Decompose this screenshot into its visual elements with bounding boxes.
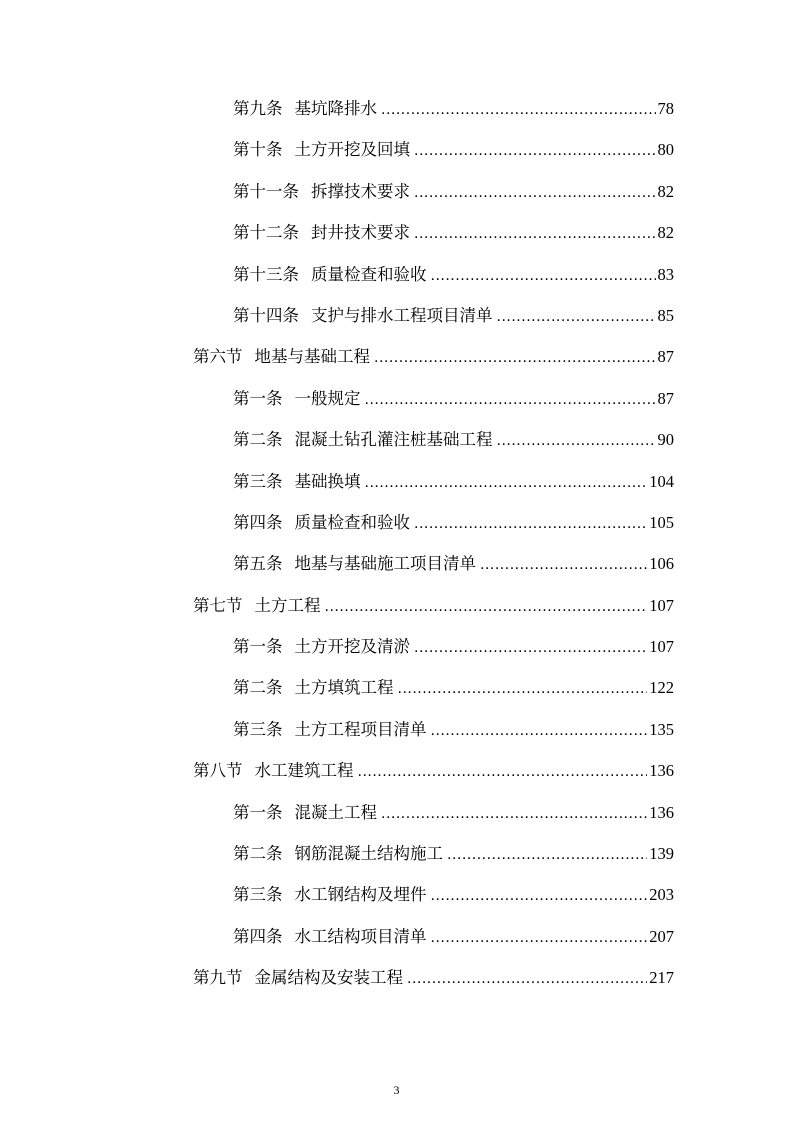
toc-article-entry[interactable] xyxy=(0,213,793,254)
toc-entry-number: 第七节 xyxy=(193,595,243,615)
toc-dot-leader xyxy=(497,421,656,462)
toc-entry-title: 金属结构及安装工程 xyxy=(254,968,403,988)
toc-entry-line xyxy=(233,667,674,710)
toc-dot-leader xyxy=(431,876,648,917)
toc-entry-page-number: 83 xyxy=(657,264,674,284)
toc-entry-number: 第六节 xyxy=(193,347,243,367)
toc-dot-leader xyxy=(381,90,656,131)
toc-dot-leader xyxy=(398,669,648,710)
toc-entry-page-number: 217 xyxy=(649,968,674,988)
table-of-contents xyxy=(0,89,793,1000)
toc-section-entry[interactable] xyxy=(0,751,793,792)
toc-entry-line xyxy=(233,543,674,586)
toc-entry-page-number: 136 xyxy=(649,761,674,781)
toc-entry-number: 第九条 xyxy=(233,99,283,118)
toc-entry-number: 第九节 xyxy=(193,968,243,988)
toc-dot-leader xyxy=(381,794,647,835)
toc-entry-page-number: 135 xyxy=(649,719,674,739)
toc-article-entry[interactable] xyxy=(0,420,793,461)
toc-entry-number: 第三条 xyxy=(233,719,283,739)
toc-entry-line xyxy=(193,585,674,628)
toc-entry-number: 第一条 xyxy=(233,637,283,657)
toc-entry-page-number: 104 xyxy=(649,471,674,491)
toc-dot-leader xyxy=(414,504,647,545)
toc-entry-line xyxy=(233,419,674,462)
toc-entry-title: 水工钢结构及埋件 xyxy=(294,885,427,905)
toc-article-entry[interactable] xyxy=(0,917,793,958)
toc-entry-title: 钢筋混凝土结构施工 xyxy=(294,844,443,864)
toc-entry-title: 土方开挖及清淤 xyxy=(294,637,410,657)
toc-article-entry[interactable] xyxy=(0,172,793,213)
toc-dot-leader xyxy=(407,959,647,1000)
toc-section-entry[interactable] xyxy=(0,586,793,627)
toc-entry-page-number: 105 xyxy=(649,512,674,532)
toc-entry-number: 第二条 xyxy=(233,430,283,450)
toc-entry-number: 第二条 xyxy=(233,844,283,864)
toc-dot-leader xyxy=(374,338,656,379)
toc-entry-page-number: 122 xyxy=(649,678,674,698)
toc-entry-title: 质量检查和验收 xyxy=(294,512,410,532)
toc-entry-title: 一般规定 xyxy=(294,388,361,408)
toc-dot-leader xyxy=(414,173,656,214)
toc-entry-number: 第十二条 xyxy=(233,223,299,243)
toc-entry-page-number: 78 xyxy=(657,99,674,118)
toc-entry-page-number: 107 xyxy=(649,595,674,615)
toc-dot-leader xyxy=(414,628,647,669)
toc-entry-line xyxy=(193,750,674,793)
toc-dot-leader xyxy=(431,256,656,297)
toc-entry-page-number: 85 xyxy=(657,305,674,325)
toc-entry-title: 土方开挖及回填 xyxy=(294,140,410,160)
toc-dot-leader xyxy=(480,545,647,586)
toc-entry-number: 第八节 xyxy=(193,761,243,781)
toc-article-entry[interactable] xyxy=(0,89,793,130)
toc-dot-leader xyxy=(358,752,648,793)
toc-dot-leader xyxy=(414,131,656,172)
toc-dot-leader xyxy=(431,711,648,752)
toc-dot-leader xyxy=(365,380,656,421)
toc-article-entry[interactable] xyxy=(0,130,793,171)
toc-entry-title: 基坑降排水 xyxy=(294,99,377,118)
toc-entry-number: 第十四条 xyxy=(233,305,299,325)
toc-entry-page-number: 136 xyxy=(649,802,674,822)
toc-entry-title: 水工建筑工程 xyxy=(254,761,354,781)
toc-entry-page-number: 107 xyxy=(649,637,674,657)
toc-article-entry[interactable] xyxy=(0,834,793,875)
toc-entry-line xyxy=(233,129,674,172)
toc-entry-title: 水工结构项目清单 xyxy=(294,926,427,946)
toc-article-entry[interactable] xyxy=(0,875,793,916)
toc-entry-number: 第一条 xyxy=(233,802,283,822)
toc-entry-number: 第一条 xyxy=(233,388,283,408)
toc-entry-number: 第十三条 xyxy=(233,264,299,284)
toc-entry-page-number: 82 xyxy=(657,223,674,243)
toc-entry-number: 第三条 xyxy=(233,885,283,905)
toc-entry-number: 第三条 xyxy=(233,471,283,491)
page-number: 3 xyxy=(393,1083,400,1097)
toc-entry-number: 第五条 xyxy=(233,554,283,574)
toc-entry-line xyxy=(233,171,674,214)
toc-entry-title: 混凝土钻孔灌注桩基础工程 xyxy=(294,430,493,450)
toc-entry-title: 封井技术要求 xyxy=(311,223,410,243)
toc-article-entry[interactable] xyxy=(0,296,793,337)
toc-entry-title: 拆撑技术要求 xyxy=(311,181,410,201)
toc-entry-title: 支护与排水工程项目清单 xyxy=(311,305,493,325)
toc-article-entry[interactable] xyxy=(0,255,793,296)
toc-list xyxy=(0,89,793,1000)
toc-entry-title: 地基与基础工程 xyxy=(254,347,370,367)
toc-entry-page-number: 139 xyxy=(649,844,674,864)
toc-entry-title: 混凝土工程 xyxy=(294,802,377,822)
toc-article-entry[interactable] xyxy=(0,503,793,544)
toc-entry-line xyxy=(233,378,674,421)
toc-article-entry[interactable] xyxy=(0,379,793,420)
toc-entry-title: 土方工程项目清单 xyxy=(294,719,427,739)
toc-article-entry[interactable] xyxy=(0,462,793,503)
toc-entry-page-number: 87 xyxy=(657,347,674,367)
toc-entry-number: 第十一条 xyxy=(233,181,299,201)
toc-entry-line xyxy=(233,792,674,835)
toc-entry-line xyxy=(233,461,674,504)
toc-entry-line xyxy=(233,212,674,255)
toc-entry-line xyxy=(233,874,674,917)
toc-article-entry[interactable] xyxy=(0,793,793,834)
toc-article-entry[interactable] xyxy=(0,627,793,668)
toc-article-entry[interactable] xyxy=(0,710,793,751)
toc-dot-leader xyxy=(447,835,647,876)
toc-section-entry[interactable] xyxy=(0,958,793,999)
toc-entry-page-number: 207 xyxy=(649,926,674,946)
toc-entry-number: 第二条 xyxy=(233,678,283,698)
toc-entry-line xyxy=(233,502,674,545)
toc-entry-line xyxy=(233,88,674,131)
toc-entry-page-number: 80 xyxy=(657,140,674,160)
toc-entry-line xyxy=(193,336,674,379)
toc-dot-leader xyxy=(431,918,648,959)
toc-entry-title: 土方工程 xyxy=(254,595,321,615)
toc-dot-leader xyxy=(414,214,656,255)
toc-entry-title: 基础换填 xyxy=(294,471,361,491)
toc-entry-line xyxy=(233,833,674,876)
toc-entry-line xyxy=(233,254,674,297)
toc-entry-line xyxy=(233,626,674,669)
toc-entry-page-number: 203 xyxy=(649,885,674,905)
toc-entry-title: 地基与基础施工项目清单 xyxy=(294,554,476,574)
toc-entry-number: 第十条 xyxy=(233,140,283,160)
toc-entry-line xyxy=(233,709,674,752)
toc-entry-line xyxy=(233,916,674,959)
toc-entry-number: 第四条 xyxy=(233,926,283,946)
toc-dot-leader xyxy=(325,587,648,628)
toc-entry-page-number: 90 xyxy=(657,430,674,450)
toc-entry-line xyxy=(233,295,674,338)
toc-dot-leader xyxy=(497,297,656,338)
toc-section-entry[interactable] xyxy=(0,337,793,378)
toc-entry-title: 土方填筑工程 xyxy=(294,678,394,698)
toc-entry-title: 质量检查和验收 xyxy=(311,264,427,284)
toc-article-entry[interactable] xyxy=(0,668,793,709)
toc-entry-number: 第四条 xyxy=(233,512,283,532)
toc-entry-page-number: 87 xyxy=(657,388,674,408)
toc-article-entry[interactable] xyxy=(0,544,793,585)
toc-entry-page-number: 82 xyxy=(657,181,674,201)
toc-entry-line xyxy=(193,957,674,1000)
toc-dot-leader xyxy=(365,463,648,504)
toc-entry-page-number: 106 xyxy=(649,554,674,574)
